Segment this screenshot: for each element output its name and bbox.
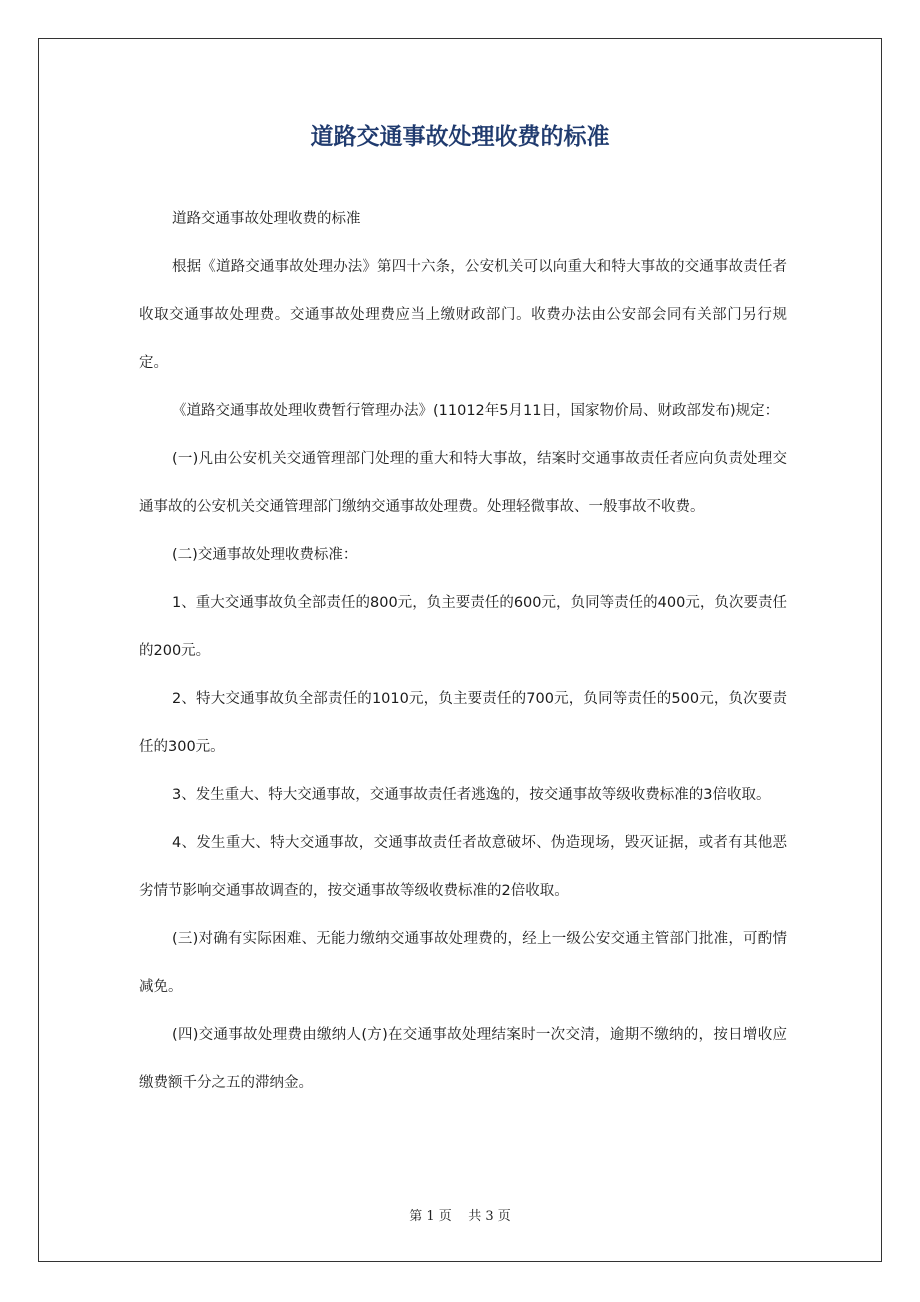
paragraph: 《道路交通事故处理收费暂行管理办法》(11012年5月11日，国家物价局、财政部发布)规定： (172, 403, 780, 419)
page-footer (0, 1205, 920, 1224)
paragraph: (一)凡由公安机关交通管理部门处理的重大和特大事故，结案时交通事故责任者应向负责处理交通事故的公安机关交通管理部门缴纳交通事故处理费。处理轻微事故、一般事故不收费。 (139, 451, 787, 515)
paragraph: 2、特大交通事故负全部责任的1010元，负主要责任的700元，负同等责任的500元，负次要责任的300元。 (139, 691, 787, 755)
page-total: 共 3 页 (468, 1209, 511, 1224)
paragraph: (三)对确有实际困难、无能力缴纳交通事故处理费的，经上一级公安交通主管部门批准，可酌情减免。 (139, 931, 787, 995)
paragraph: (二)交通事故处理收费标准： (172, 547, 358, 563)
paragraph: 道路交通事故处理收费的标准 (172, 211, 361, 227)
paragraph: 3、发生重大、特大交通事故，交通事故责任者逃逸的，按交通事故等级收费标准的3倍收取。 (172, 787, 771, 803)
paragraph: (四)交通事故处理费由缴纳人(方)在交通事故处理结案时一次交清，逾期不缴纳的，按日增收应缴费额千分之五的滞纳金。 (139, 1027, 787, 1091)
paragraph: 1、重大交通事故负全部责任的800元，负主要责任的600元，负同等责任的400元，负次要责任的200元。 (139, 595, 787, 659)
document-title: 道路交通事故处理收费的标准 (310, 124, 610, 150)
paragraph: 根据《道路交通事故处理办法》第四十六条，公安机关可以向重大和特大事故的交通事故责任者收取交通事故处理费。交通事故处理费应当上缴财政部门。收费办法由公安部会同有关部门另行规定。 (139, 259, 787, 371)
document-body (139, 195, 787, 1107)
page-number: 第 1 页 (409, 1209, 452, 1224)
paragraph: 4、发生重大、特大交通事故，交通事故责任者故意破坏、伪造现场，毁灭证据，或者有其他恶劣情节影响交通事故调查的，按交通事故等级收费标准的2倍收取。 (139, 835, 787, 899)
